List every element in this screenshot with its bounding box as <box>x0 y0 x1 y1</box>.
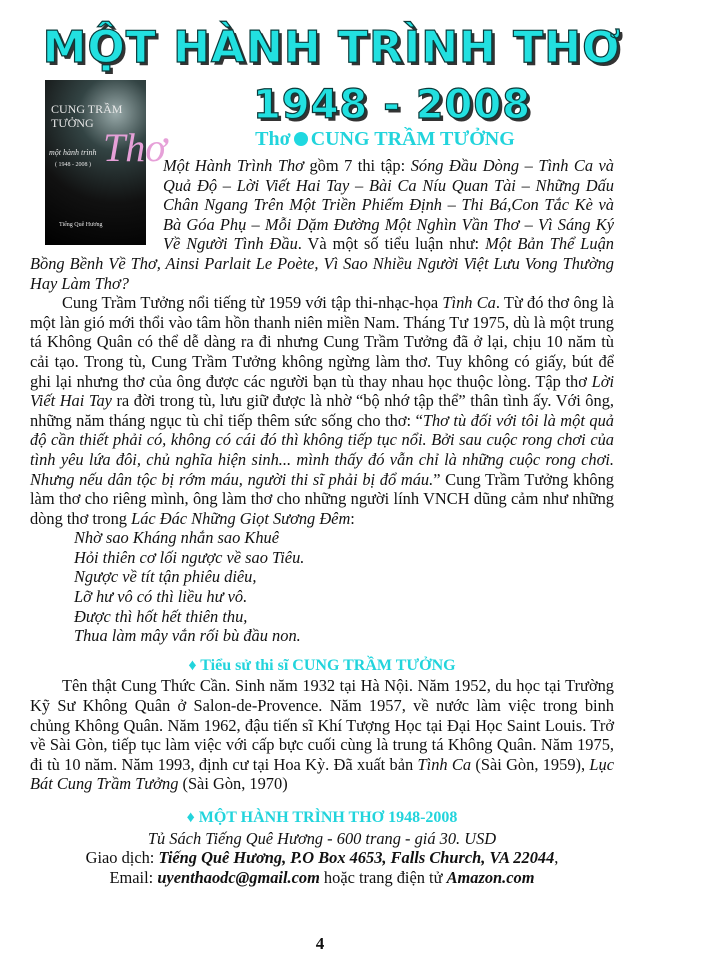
cover-years: ( 1948 - 2008 ) <box>55 162 91 168</box>
poem-line: Hỏi thiên cơ lối ngược về sao Tiêu. <box>74 547 305 567</box>
cover-big-title: Thơ <box>103 125 167 170</box>
subtitle-author: CUNG TRẦM TƯỞNG <box>310 128 515 150</box>
text-run: hoặc trang điện tử <box>319 867 447 887</box>
subtitle-prefix: Thơ <box>255 128 291 150</box>
text-run: : <box>350 508 355 528</box>
text-run: , <box>554 848 559 868</box>
page-number: 4 <box>315 934 325 953</box>
bio-paragraph <box>30 676 614 794</box>
text-run: . Từ đó thơ ông là một làn gió mới thổi vào tâm hồn thanh niên miền Nam. Tháng Tư 1975, dù là một trung tá Không Quân có thể dễ dàng ra đi nhưng Cung Trầm Tưởng đã ở lại, chịu 10 năm tù cải tạo. Trong tù, Cung Trầm Tưởng không ngừng làm thơ. Tuy không có giấy, bút để ghi lại nhưng thơ của ông được các người bạn tù thay nhau học thuộc lòng. Tập thơ <box>30 293 614 391</box>
book-heading: ♦ MỘT HÀNH TRÌNH THƠ 1948-2008 <box>186 809 458 826</box>
poem-line: Thua làm mây vắn rối bù đầu non. <box>74 626 301 646</box>
emphasized-text: Thơ tù đối với tôi là một quả độ cần thiết phải có, không có cái đó thì không tiếp tục nổi. Bởi sau cuộc rong chơi của tình yêu lứa đôi, chủ nghĩa hiện sinh... mình thấy đó vẫn chỉ là những cuộc rong chơi. Nhưng nếu dân tộc bị rớm máu, người thi sĩ phải bị đổ máu. <box>30 410 614 489</box>
emphasized-text: Tình Ca <box>442 293 496 313</box>
page-title: MỘT HÀNH TRÌNH THƠ <box>42 22 622 73</box>
cover-subtitle: một hành trình <box>49 148 97 157</box>
footer-line <box>30 829 614 849</box>
footer-contact <box>30 848 614 868</box>
emphasized-text: Sóng Đầu Dòng – Tình Ca và Quả Độ – Lời Viết Hai Tay – Bài Ca Níu Quan Tài – Những Dấu Chân Ngang Trên Một Triền Phiếm Định – Thi Bá,Con Tắc Kè và Bà Góa Phụ – Mỗi Dặm Đường Một Nghìn Vần Thơ – Vì Sáng Ký Về Người Tình Đầu <box>163 156 614 254</box>
text-run: ” Cung Trầm Tưởng không làm thơ cho riêng mình, ông làm thơ cho những người lính VNCH dũng cảm như những dòng thơ trong <box>30 469 614 528</box>
text-run: gồm 7 thi tập: <box>303 156 411 175</box>
emphasized-text: Một Hành Trình Thơ <box>163 156 304 175</box>
emphasized-text: uyenthaodc@gmail.com <box>157 867 320 887</box>
emphasized-text: Tủ Sách Tiếng Quê Hương - 600 trang - giá 30. USD <box>147 828 497 848</box>
cover-author: CUNG TRẦM TƯỞNG <box>51 102 123 130</box>
text-run: ra đời trong tù, lưu giữ được là nhờ “bộ nhớ tập thể” thân tình ấy. Với ông, những năm tháng ngục tù chỉ tiếp thêm sức sống cho thơ: “ <box>30 391 614 430</box>
emphasized-text: Lời Viết Hai Tay <box>30 371 614 411</box>
emphasized-text: Một Bản Thể Luận Bồng Bềnh Về Thơ, Ainsi Parlait Le Poète, Vì Sao Nhiều Người Việt Lưu Vong Thường Hay Làm Thơ? <box>30 234 615 293</box>
emphasized-text: Tiếng Quê Hương, P.O Box 4653, Falls Church, VA 22044 <box>158 848 555 868</box>
poem-line: Được thì hốt hết thiên thu, <box>74 606 248 626</box>
bio-heading: ♦ Tiểu sử thi sĩ CUNG TRẦM TƯỞNG <box>188 656 456 674</box>
bullet-dot-icon <box>294 132 308 146</box>
emphasized-text: Lục Bát Cung Trầm Tưởng <box>30 754 614 794</box>
poem-line: Ngược về tít tận phiêu diêu, <box>74 567 257 587</box>
text-run: . Và một số tiểu luận như: <box>297 234 486 254</box>
text-run: Tên thật Cung Thức Cần. Sinh năm 1932 tại Hà Nội. Năm 1952, du học tại Trường Kỹ Sư Không Quân ở Salon-de-Provence. Năm 1957, về nước làm việc trong binh chủng Không Quân. Năm 1962, đậu tiến sĩ Khí Tượng Học tại Đại Học Saint Louis. Trở về Sài Gòn, tiếp tục làm việc với cấp bực cuối cùng là trung tá Không Quân. Năm 1975, đi tù 10 năm. Năm 1993, định cư tại Hoa Kỳ. Đã xuất bản <box>30 676 614 774</box>
biography-paragraph <box>30 293 614 528</box>
emphasized-text: Amazon.com <box>446 867 535 887</box>
cover-publisher: Tiếng Quê Hương <box>59 222 103 228</box>
text-run: Email: <box>109 867 158 887</box>
footer-email <box>30 868 614 888</box>
text-run: (Sài Gòn, 1959), <box>471 754 590 774</box>
emphasized-text: Tình Ca <box>417 754 472 774</box>
poem-line: Nhờ sao Kháng nhắn sao Khuê <box>74 528 279 548</box>
article-body <box>30 156 614 887</box>
poem-line: Lỡ hư vô có thì liều hư vô. <box>74 587 248 607</box>
emphasized-text: Lác Đác Những Giọt Sương Đêm <box>131 508 351 528</box>
subtitle <box>200 128 570 151</box>
page-title-years: 1948 - 2008 <box>252 82 532 128</box>
text-run: (Sài Gòn, 1970) <box>178 774 288 794</box>
text-run: Giao dịch: <box>85 848 159 868</box>
text-run: Cung Trầm Tưởng nổi tiếng từ 1959 với tập thi-nhạc-họa <box>62 293 443 313</box>
